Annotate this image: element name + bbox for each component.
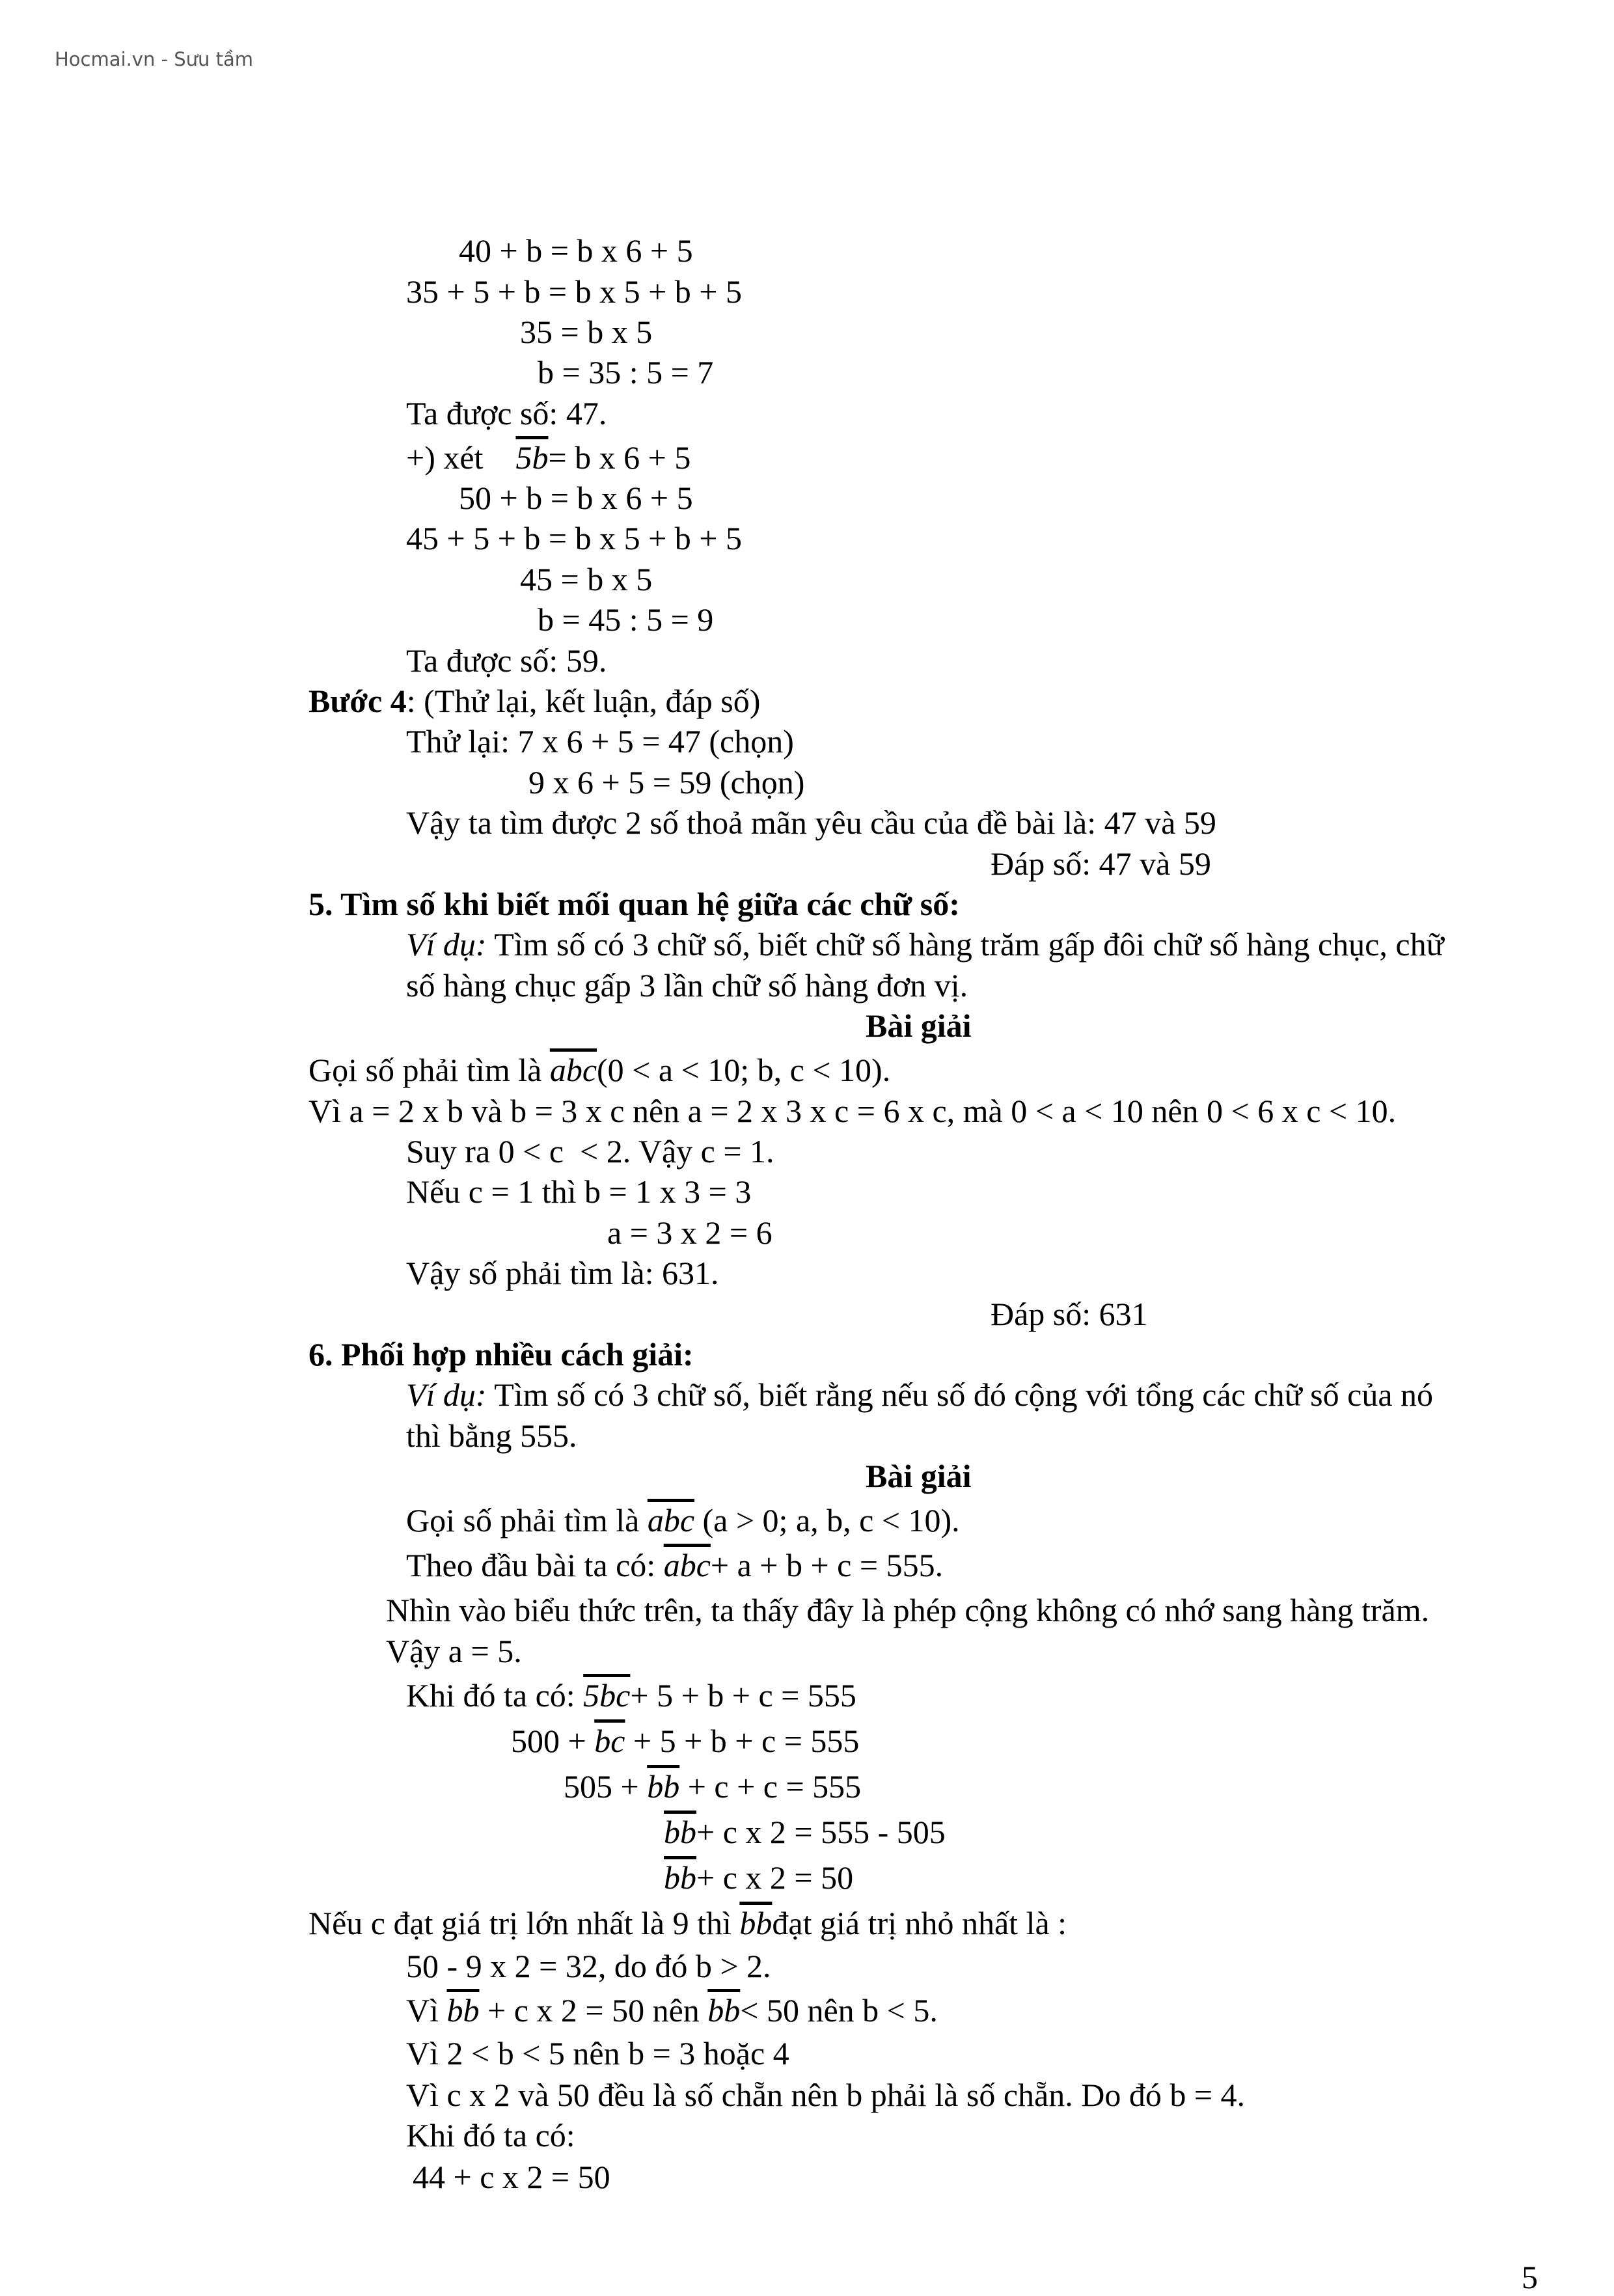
text-span: + 5 + b + c = 555: [625, 1723, 860, 1759]
equation-line: [664, 1812, 946, 1852]
text-span: (a > 0; a, b, c < 10).: [694, 1502, 960, 1538]
solution-line: Vì c x 2 và 50 đều là số chẵn nên b phải là số chẵn. Do đó b = 4.: [406, 2077, 1246, 2113]
solution-line: 50 - 9 x 2 = 32, do đó b > 2.: [406, 1948, 771, 1984]
result-line: Ta được số: 47.: [406, 395, 607, 431]
section-heading: 5. Tìm số khi biết mối quan hệ giữa các chữ số:: [308, 886, 960, 922]
overlined-number: $\overline{bb}$: [664, 1859, 696, 1896]
equation-line: 35 = b x 5: [520, 314, 653, 350]
solution-line: Nhìn vào biểu thức trên, ta thấy đây là phép cộng không có nhớ sang hàng trăm.: [386, 1592, 1430, 1628]
text-span: Tìm số có 3 chữ số, biết rằng nếu số đó cộng với tổng các chữ số của nó: [486, 1376, 1434, 1413]
overlined-number: $\overline{bb}$: [739, 1905, 773, 1941]
solution-line: [406, 1500, 960, 1540]
equation-line: b = 35 : 5 = 7: [538, 354, 714, 390]
solution-line: [308, 1903, 1067, 1943]
text-span: Gọi số phải tìm là: [406, 1502, 648, 1538]
example-line: [406, 924, 1444, 964]
text-span: = b x 6 + 5: [548, 439, 691, 476]
text-span: + c x 2 = 50: [696, 1859, 854, 1896]
equation-line: 40 + b = b x 6 + 5: [459, 232, 693, 269]
solution-heading: Bài giải: [866, 1458, 972, 1494]
section-heading: 6. Phối hợp nhiều cách giải:: [308, 1336, 694, 1373]
text-span: + c x 2 = 50 nên: [479, 1992, 708, 2029]
solution-line: Vì a = 2 x b và b = 3 x c nên a = 2 x 3 x c = 6 x c, mà 0 < a < 10 nên 0 < 6 x c < 10.: [308, 1093, 1397, 1129]
solution-line: Nếu c = 1 thì b = 1 x 3 = 3: [406, 1173, 752, 1210]
overlined-number: $\overline{bc}$: [594, 1723, 625, 1759]
page-number: 5: [1522, 2259, 1538, 2295]
solution-line: Khi đó ta có:: [406, 2117, 575, 2153]
solution-line: Suy ra 0 < c < 2. Vậy c = 1.: [406, 1133, 774, 1169]
equation-line: 35 + 5 + b = b x 5 + b + 5: [406, 273, 742, 310]
conclusion-line: Vậy ta tìm được 2 số thoả mãn yêu cầu của đề bài là: 47 và 59: [406, 804, 1216, 841]
overlined-number: $\overline{bb}$: [446, 1992, 480, 2029]
check-line: 9 x 6 + 5 = 59 (chọn): [528, 764, 805, 800]
example-line: [406, 1374, 1433, 1415]
answer-line: Đáp số: 631: [991, 1296, 1148, 1332]
check-line: Thử lại: 7 x 6 + 5 = 47 (chọn): [406, 723, 794, 759]
overlined-number: $\overline{bb}$: [647, 1768, 680, 1805]
page-header: Hocmai.vn - Sưu tầm: [55, 48, 254, 70]
text-span: + a + b + c = 555.: [710, 1547, 944, 1583]
overlined-number: $\overline{bb}$: [707, 1992, 741, 2029]
overlined-number: $\overline{abc}$: [549, 1052, 597, 1088]
example-line: số hàng chục gấp 3 lần chữ số hàng đơn vị.: [406, 967, 968, 1004]
text-span: : (Thử lại, kết luận, đáp số): [406, 683, 761, 719]
example-label: Ví dụ:: [406, 926, 487, 963]
overlined-number: $\overline{abc}$: [663, 1547, 711, 1583]
step-heading: [308, 681, 760, 721]
solution-line: Vậy số phải tìm là: 631.: [406, 1255, 719, 1291]
solution-line: [406, 1990, 938, 2030]
text-span: đạt giá trị nhỏ nhất là :: [772, 1905, 1067, 1941]
text-span: Vì: [406, 1992, 447, 2029]
equation-line: [564, 1766, 861, 1807]
overlined-number: $\overline{bb}$: [664, 1814, 696, 1850]
result-line: Ta được số: 59.: [406, 642, 607, 679]
text-span: 500 +: [511, 1723, 595, 1759]
text-span: < 50 nên b < 5.: [740, 1992, 938, 2029]
step-label: Bước 4: [308, 683, 407, 719]
text-span: +) xét: [406, 439, 484, 476]
equation-line: [511, 1721, 859, 1761]
equation-line: 45 = b x 5: [520, 561, 653, 597]
solution-line: Vì 2 < b < 5 nên b = 3 hoặc 4: [406, 2035, 789, 2071]
example-label: Ví dụ:: [406, 1376, 487, 1413]
equation-line: b = 45 : 5 = 9: [538, 601, 714, 638]
overlined-number: 5bc: [583, 1677, 631, 1714]
text-span: + c x 2 = 555 - 505: [696, 1814, 946, 1850]
equation-line: 45 + 5 + b = b x 5 + b + 5: [406, 520, 742, 556]
overlined-number: 5b: [515, 439, 549, 476]
equation-line: [664, 1857, 853, 1898]
solution-heading: Bài giải: [866, 1007, 972, 1044]
solution-line: [406, 1545, 943, 1585]
equation-line: 44 + c x 2 = 50: [413, 2159, 610, 2195]
solution-line: [406, 1675, 856, 1715]
text-span: Khi đó ta có:: [406, 1677, 584, 1714]
solution-line: [308, 1050, 890, 1090]
text-span: + c + c = 555: [679, 1768, 862, 1805]
case-line: [406, 437, 691, 478]
equation-line: 50 + b = b x 6 + 5: [459, 480, 693, 516]
overlined-number: $\overline{abc}$: [647, 1502, 695, 1538]
text-span: Nếu c đạt giá trị lớn nhất là 9 thì: [308, 1905, 740, 1941]
text-span: (0 < a < 10; b, c < 10).: [597, 1052, 891, 1088]
text-span: Gọi số phải tìm là: [308, 1052, 550, 1088]
solution-line: Vậy a = 5.: [386, 1633, 522, 1669]
text-span: Tìm số có 3 chữ số, biết chữ số hàng trăm gấp đôi chữ số hàng chục, chữ: [486, 926, 1444, 963]
example-line: thì bằng 555.: [406, 1417, 577, 1454]
text-span: Theo đầu bài ta có:: [406, 1547, 664, 1583]
solution-line: a = 3 x 2 = 6: [607, 1214, 773, 1251]
text-span: 505 +: [564, 1768, 648, 1805]
answer-line: Đáp số: 47 và 59: [991, 845, 1211, 882]
text-span: + 5 + b + c = 555: [630, 1677, 856, 1714]
